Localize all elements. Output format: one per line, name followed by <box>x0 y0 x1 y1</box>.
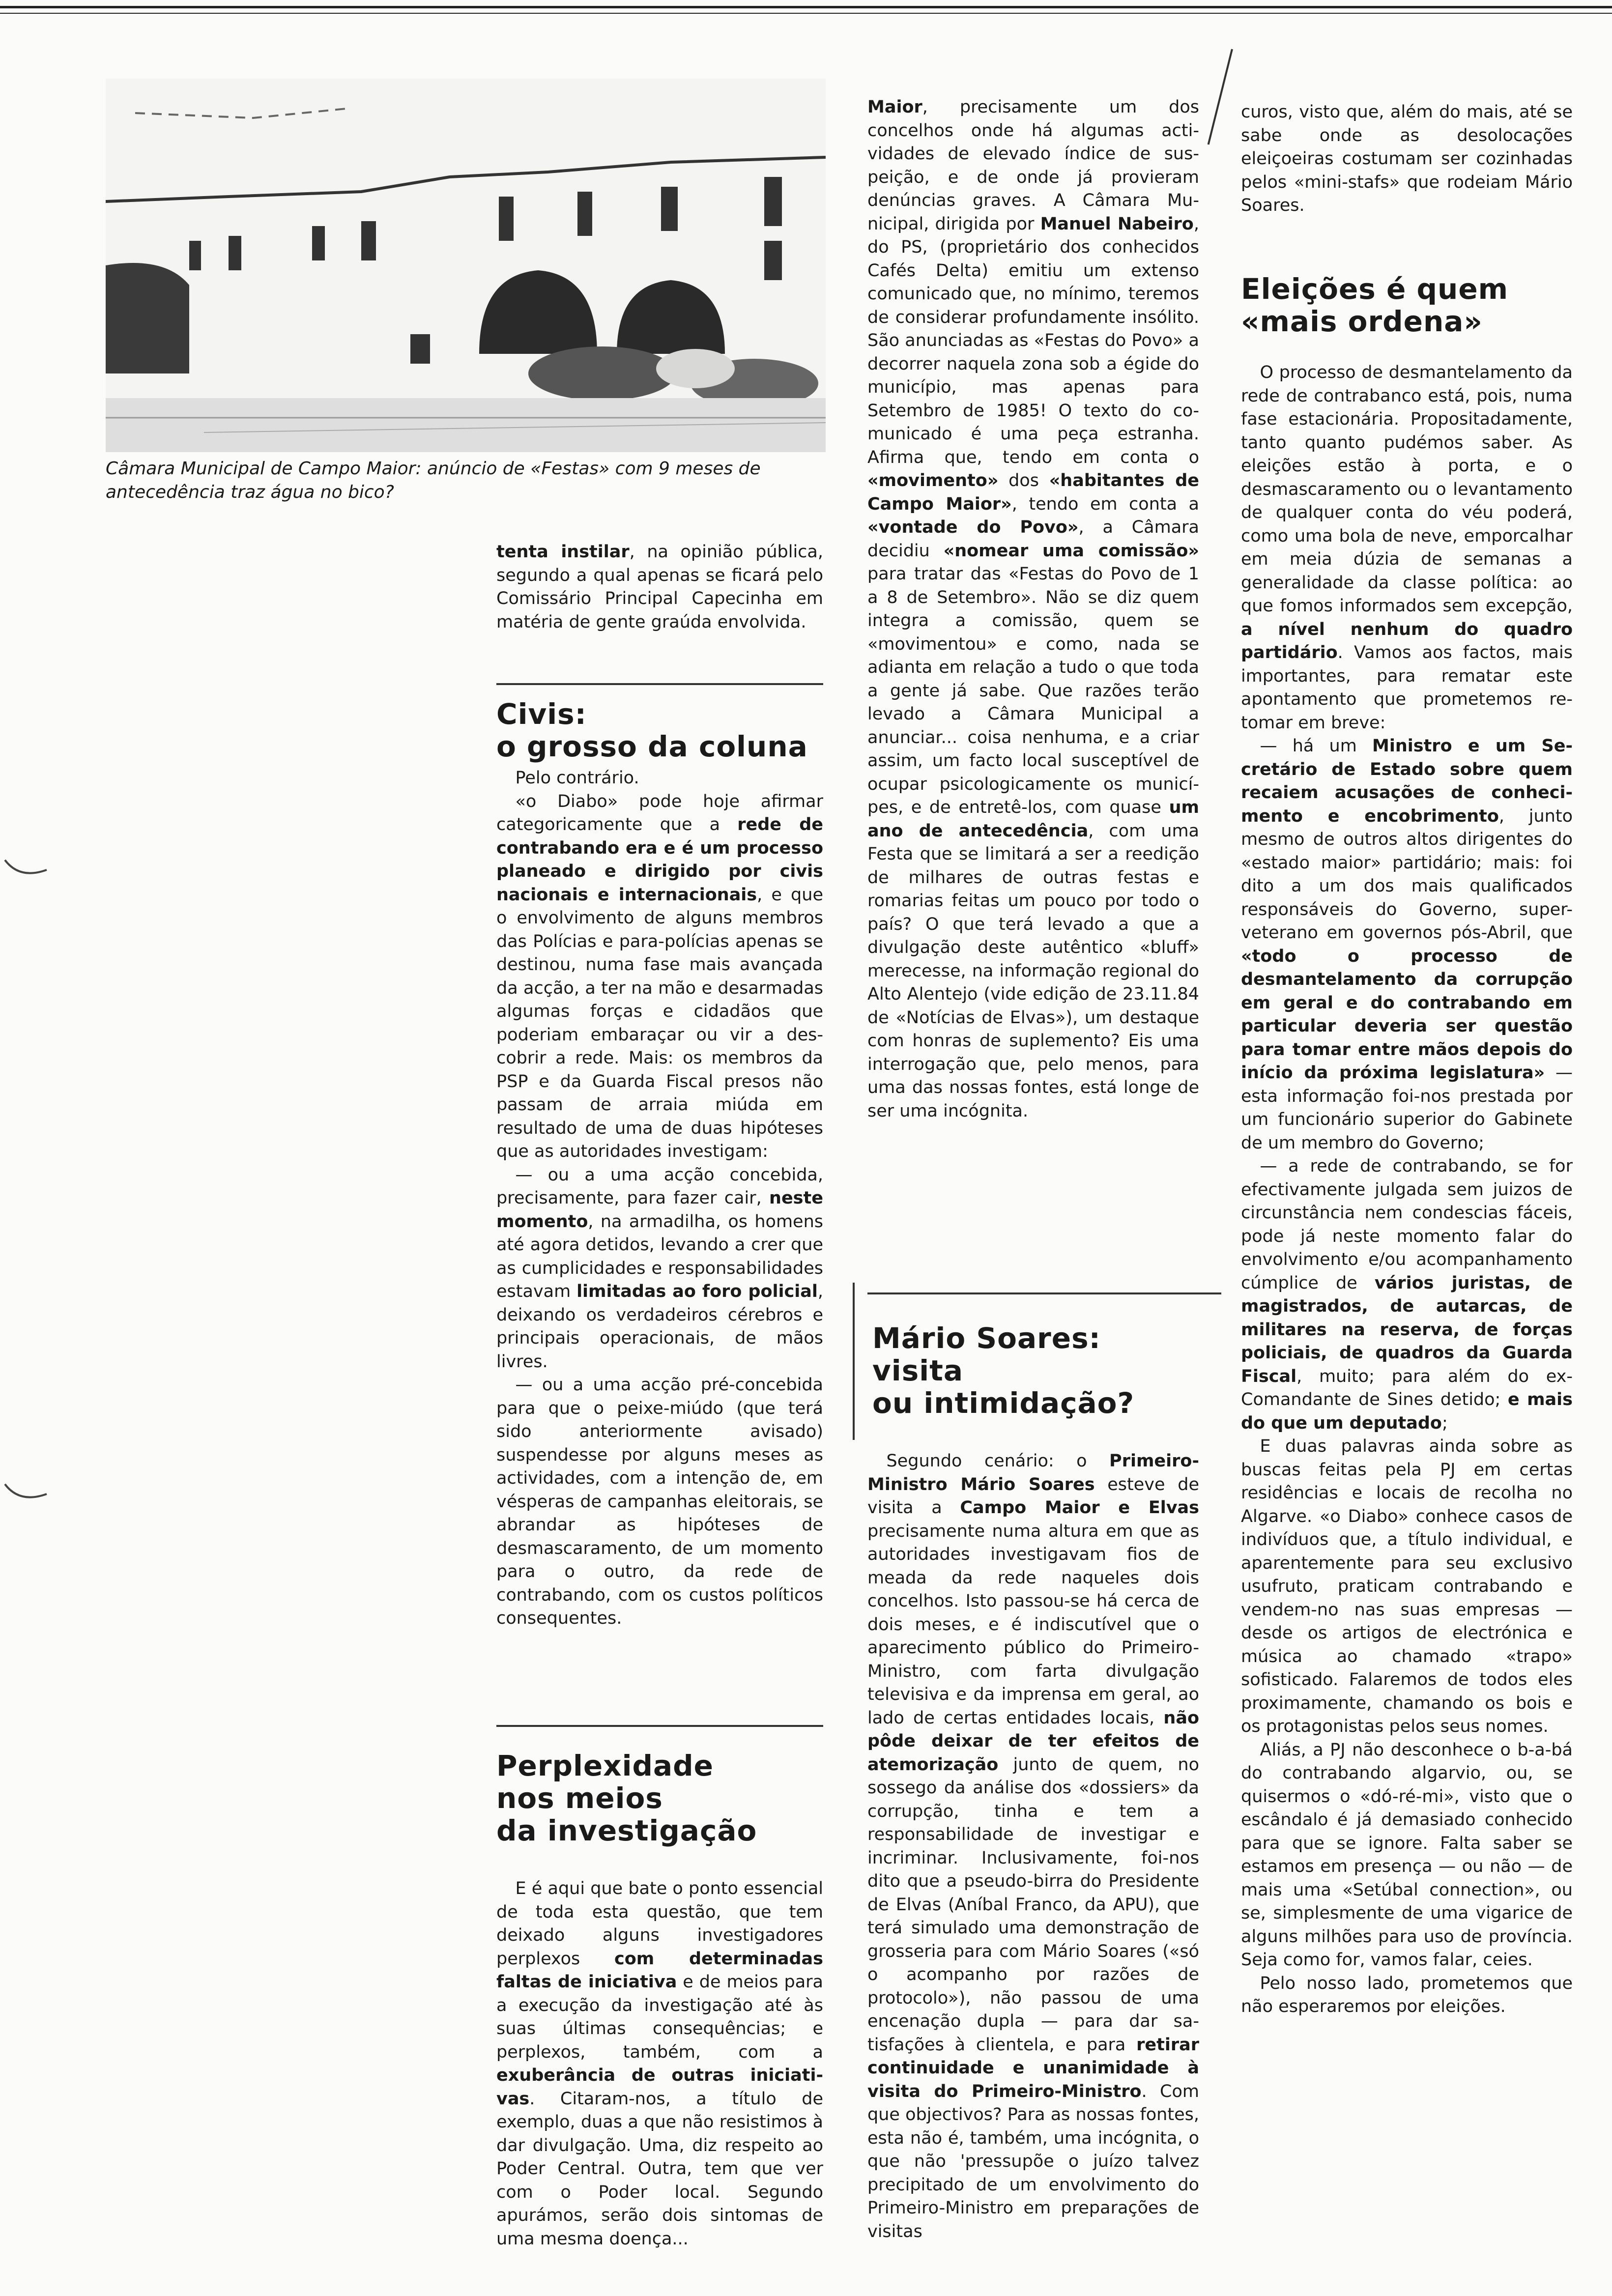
headline-civis <box>496 698 823 763</box>
town-hall-photo-icon <box>106 79 826 452</box>
box-rule-left <box>853 1283 855 1440</box>
article-eleicoes <box>1241 361 1573 2019</box>
paragraph: curos, visto que, além do mais, até se sabe onde as desolocações eleiçoeiras costumam ser cozinhadas pelos «mini-stafs» que rodeiam Mário Soares. <box>1241 102 1573 215</box>
paragraph: — a rede de contrabando, se for efectivamente julgada sem juizos de circunstância nem condescias fáceis, pode já neste momento falar do envolvimento e/ou acompanhamento cúmplice de vários juristas, de magistrados, de autarcas, de militares na reserva, de forças policiais, de quadros da Guarda Fiscal, muito; para além do ex-Comandante de Sines detido; e mais do que um deputado; <box>1241 1156 1573 1433</box>
column-3-continuation <box>1241 101 1573 218</box>
paragraph: E duas palavras ainda sobre as buscas feitas pela PJ em certas residências e locais de recolha no Algarve. «o Diabo» conhece casos de indivíduos que, a título individual, e aparentemente para seu exclusivo usufruto, praticam contrabando e vendem-no nas suas empresas — desde os artigos de electrónica e música ao chamado «trapo» sofisticado. Falaremos de todos eles proximamente, chamando os bois e os protagonistas pelos seus nomes. <box>1241 1436 1573 1736</box>
headline-line: nos meios <box>496 1781 663 1815</box>
paragraph: Pelo contrário. <box>515 768 639 788</box>
paragraph: — ou a uma acção concebida, precisamente, para fazer cair, neste momento, na armadilha, os homens até agora detidos, levando a crer que as cumplicidades e responsabilidades estavam limitadas ao foro policial, deixando os verdadeiros cérebros e principais operacionais, de mãos livres. <box>496 1165 823 1372</box>
photo-caption: Câmara Municipal de Campo Maior: anúncio de «Festas» com 9 meses de antecedência traz água no bico? <box>106 459 761 502</box>
col1-intro-paragraph: tenta instilar, na opinião pública, segundo a qual apenas se ficará pelo Comissário Principal Capecinha em matéria de gente graúda envolvida. <box>496 542 823 632</box>
headline-line: Eleições é quem <box>1241 272 1509 306</box>
paragraph: Pelo nosso lado, prometemos que não esperaremos por eleições. <box>1241 1973 1573 2016</box>
headline-line: visita <box>872 1354 963 1387</box>
paragraph: Aliás, a PJ não desconhece o b-a-bá do contrabando algarvio, ou, se quisermos o «dó-ré-mi», visto que o escândalo é já demasiado conhecido para que se ignore. Falta saber se estamos em presença — ou não — de mais uma «Setúbal connection», ou se, simplesmente de uma vigarice de alguns milhões para uso de província. Seja como for, vamos falar, ceies. <box>1241 1740 1573 1970</box>
paragraph: — há um Ministro e um Secretário de Estado sobre quem recaiem acusações de conhecimento e encobrimento, junto mesmo de outros altos dirigentes do «estado maior» partidário; mais: foi dito a um dos mais qualificados responsáveis do Governo, super-veterano em governos pós-Abril, que «todo o processo de desmantelamento da corrupção em geral e do contrabando em particular deveria ser questão para tomar entre mãos depois do início da próxima legislatura» — esta informação foi-nos prestada por um funcionário superior do Gabinete de um membro do Governo; <box>1241 736 1573 1153</box>
pen-mark <box>1208 49 1233 145</box>
headline-eleicoes <box>1241 273 1580 338</box>
headline-line: Perplexidade <box>496 1749 714 1782</box>
headline-perplexidade <box>496 1750 823 1847</box>
box-rule-top <box>867 1292 1221 1294</box>
paragraph: — ou a uma acção pré-concebida para que o peixe-miúdo (que terá sido anteriormente avisado) suspendesse por alguns meses as actividades, com a intenção de, em vésperas de campanhas eleitorais, se abrandar as hipóteses de desmascaramento, de um momento para o outro, da rede de contrabando, com os custos políticos consequentes. <box>496 1375 823 1628</box>
headline-line: Mário Soares: <box>872 1321 1101 1355</box>
headline-line: da investigação <box>496 1814 757 1847</box>
top-rule-thin <box>0 13 1612 14</box>
paragraph: Segundo cenário: o Primeiro-Ministro Mário Soares esteve de visita a Campo Maior e Elvas precisamente numa altura em que as autoridades investigavam fios de meada da rede naqueles dois concelhos. Isto passou-se há cerca de dois meses, e é indiscutível que o aparecimento público do Primeiro-Ministro, com farta divulgação televisiva e da imprensa em geral, ao lado de certas entidades locais, não pôde deixar de ter efeitos de atemorização junto de quem, no sossego da análise dos «dossiers» da corrupção, tinha e tem a responsabilidade de investigar e incriminar. Inclusivamente, foi-nos dito que a pseudo-birra do Presidente de Elvas (Aníbal Franco, da APU), que terá simulado uma demonstração de grosseria para com Mário Soares («só o acompanho por razões de protocolo»), não passou de uma encenação dupla — para dar satisfações à clientela, e para retirar continuidade e unanimidade à visita do Primeiro-Ministro. Com que objectivos? Para as nossas fontes, esta não é, também, uma incógnita, o que não 'pressupõe o juízo talvez precipitado de um envolvimento do Primeiro-Ministro em preparações de visitas <box>867 1451 1200 2241</box>
paragraph: «o Diabo» pode hoje afirmar categoricamente que a rede de contrabando era e é um processo planeado e dirigido por civis nacionais e internacionais, e que o envolvimento de alguns membros das Polícias e para-polícias apenas se destinou, numa fase mais avançada da acção, a ter na mão e desarmadas algumas forças e cidadãos que poderiam embaraçar ou vir a descobrir a rede. Mais: os membros da PSP e da Guarda Fiscal presos não passam de arraia miúda em resultado de uma de duas hipóteses que as autoridades investigam: <box>496 791 823 1161</box>
article-mario-soares <box>867 1450 1199 2243</box>
scan-margin-marks <box>0 850 54 1538</box>
column-1-continuation <box>496 541 823 634</box>
article-perplexidade <box>496 1877 823 2251</box>
town-hall-photo <box>106 79 826 452</box>
paragraph: Maior, precisamente um dos concelhos onde há algumas actividades de elevado índice de suspeição, e de onde já provieram denúncias graves. A Câmara Municipal, dirigida por Manuel Nabeiro, do PS, (proprietário dos conhecidos Cafés Delta) emitiu um extenso comunicado que, no mínimo, teremos de considerar profundamente insólito. São anunciadas as «Festas do Povo» a decorrer naquela zona sob a égide do município, mas apenas para Setembro de 1985! O texto do comunicado é uma peça estranha. Afirma que, tendo em conta o «movimento» dos «habitantes de Campo Maior», tendo em conta a «vontade do Povo», a Câmara decidiu «nomear uma comissão» para tratar das «Festas do Povo de 1 a 8 de Setembro». Não se diz quem integra a comissão, quem se «movimentou» e como, nada se adianta em relação a tudo o que toda a gente já sabe. Que razões terão levado a Câmara Municipal a anunciar... coisa nenhuma, e a criar assim, um facto local susceptível de ocupar psicologicamente os municípes, e de entretê-los, com quase um ano de antecedência, com uma Festa que se limitará a ser a reedição de milhares de outras festas e romarias feitas um pouco por todo o país? O que terá levado a que a divulgação deste autêntico «bluff» merecesse, na informação regional do Alto Alentejo (vide edição de 23.11.84 de «Notícias de Elvas»), um destaque com honras de suplemento? Eis uma interrogação que, pelo menos, para uma das nossas fontes, está longe de ser uma incógnita. <box>867 97 1200 1121</box>
paragraph: E é aqui que bate o ponto essencial de toda esta questão, que tem deixado alguns investigadores perplexos com determinadas faltas de iniciativa e de meios para a execução da investigação até às suas últimas consequências; e perplexos, também, com a exuberância de outras iniciativas. Citaram-nos, a título de exemplo, duas a que não resistimos à dar divulgação. Uma, diz respeito ao Poder Central. Outra, tem que ver com o Poder local. Segundo apurámos, serão dois sintomas de uma mesma doença... <box>496 1879 824 2249</box>
top-rule <box>0 6 1612 8</box>
headline-mario-soares <box>872 1322 1211 1419</box>
headline-line: «mais ordena» <box>1241 305 1483 338</box>
headline-line: Civis: <box>496 697 587 731</box>
article-civis <box>496 767 823 1631</box>
headline-line: o grosso da coluna <box>496 730 808 763</box>
paragraph: O processo de desmantelamento da rede de contrabanco está, pois, numa fase estacionária. Propositadamente, tanto quanto pudémos saber. As eleições estão à porta, e o desmascaramento ou o levantamento de qualquer conta do véu poderá, como uma bola de neve, emporcalhar em meia dúzia de semanas a generalidade da classe política: ao que fomos informados sem excepção, a nível nenhum do quadro partidário. Vamos aos factos, mais importantes, para rematar este apontamento que prometemos retomar em breve: <box>1241 363 1573 733</box>
column-2-continuation <box>867 96 1199 1123</box>
headline-line: ou intimidação? <box>872 1386 1135 1420</box>
section-rule <box>496 683 823 685</box>
section-rule <box>496 1725 823 1727</box>
